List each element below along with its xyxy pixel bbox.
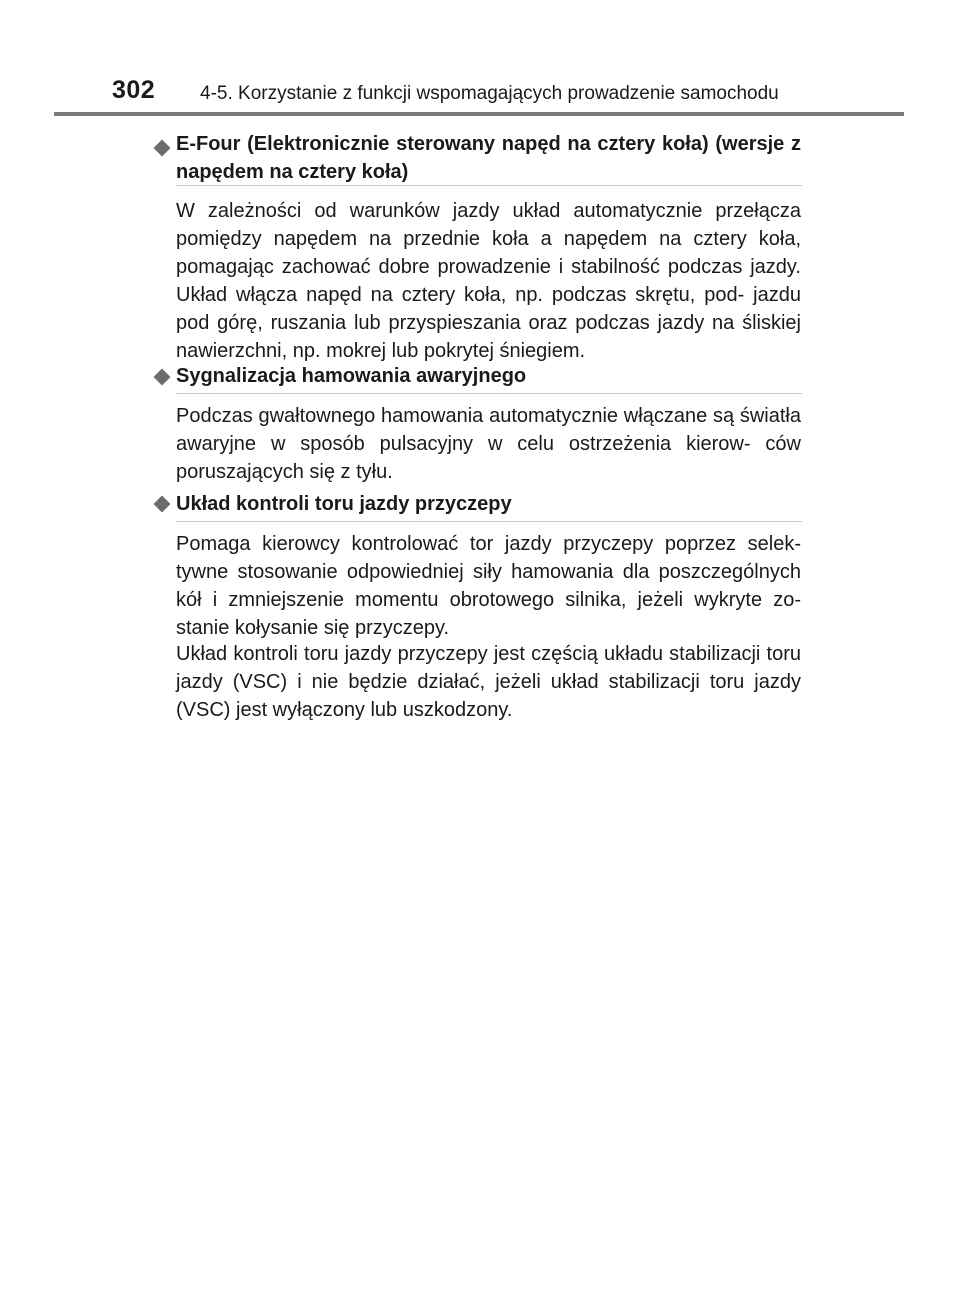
section-heading: Układ kontroli toru jazdy przyczepy — [176, 493, 512, 515]
page-number: 302 — [112, 76, 156, 104]
section-divider — [176, 185, 802, 186]
section-paragraph: Układ kontroli toru jazdy przyczepy jest częścią układu stabilizacji toru jazdy (VSC) i nie będzie działać, jeżeli układ stabilizacji toru jazdy (VSC) jest wyłączony lub uszkodzony. — [176, 643, 801, 721]
diamond-bullet-icon — [154, 140, 171, 157]
section-heading: Sygnalizacja hamowania awaryjnego — [176, 365, 527, 387]
section-heading: E-Four (Elektronicznie sterowany napęd na cztery koła) (wersje z napędem na cztery koła) — [176, 133, 801, 183]
section-divider — [176, 393, 802, 394]
chapter-title: 4-5. Korzystanie z funkcji wspomagających prowadzenie samochodu — [200, 83, 779, 104]
page-header — [0, 0, 960, 120]
section-divider — [176, 521, 802, 522]
section-paragraph: W zależności od warunków jazdy układ automatycznie przełącza pomiędzy napędem na przednie koła a napędem na cztery koła, pomagając zachować dobre prowadzenie i stabilność podczas jazdy. Układ włącza napęd na cztery koła, np. podczas skrętu, pod- jazdu pod górę, ruszania lub przyspieszania oraz podczas jazdy na śliskiej nawierzchni, np. mokrej lub pokrytej śniegiem. — [176, 200, 801, 362]
diamond-bullet-icon — [154, 496, 171, 513]
section-paragraph: Podczas gwałtownego hamowania automatycznie włączane są światła awaryjne w sposób pulsacyjny w celu ostrzeżenia kierow- ców poruszających się z tyłu. — [176, 405, 801, 483]
section-paragraph: Pomaga kierowcy kontrolować tor jazdy przyczepy poprzez selek- tywne stosowanie odpowiedniej siły hamowania dla poszczególnych kół i zmniejszenie momentu obrotowego silnika, jeżeli wykryte zo- stanie kołysanie się przyczepy. — [176, 533, 801, 639]
header-divider — [54, 112, 904, 116]
diamond-bullet-icon — [154, 369, 171, 386]
